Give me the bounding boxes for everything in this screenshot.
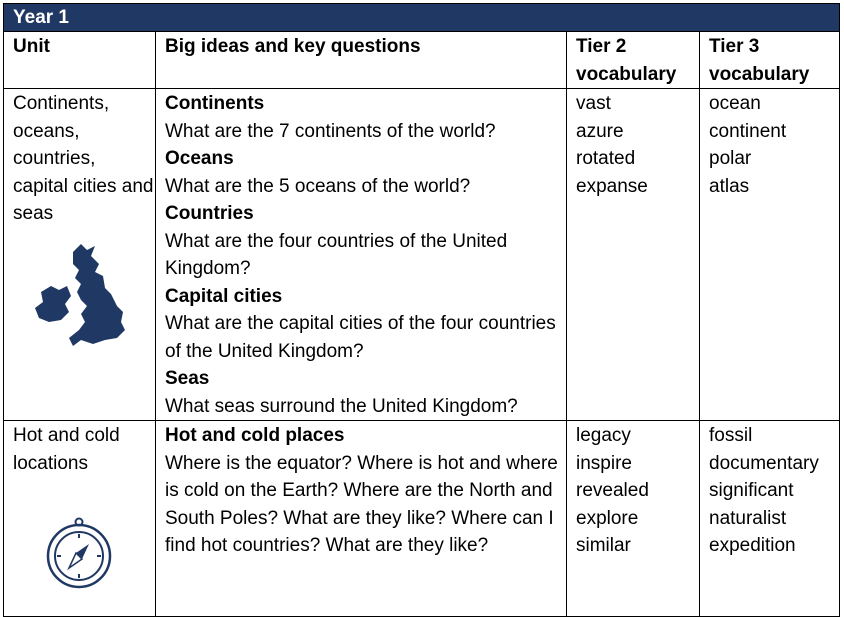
section-heading: Capital cities — [165, 285, 283, 307]
title-row — [4, 4, 840, 32]
unit-cell — [4, 421, 156, 617]
section-question: What are the capital cities of the four countries of the United Kingdom? — [165, 313, 556, 362]
header-ideas: Big ideas and key questions — [156, 32, 567, 89]
tier3-cell — [700, 421, 840, 617]
vocab-word: fossil — [709, 425, 753, 446]
tier3-cell — [700, 89, 840, 421]
vocab-word: expanse — [576, 175, 648, 197]
table-row — [4, 421, 840, 617]
unit-name: Hot and cold locations — [13, 425, 120, 474]
vocab-word: ocean — [709, 93, 761, 114]
section-question: What seas surround the United Kingdom? — [165, 395, 518, 417]
section-heading: Hot and cold places — [165, 425, 345, 446]
ideas-cell — [156, 89, 567, 421]
vocab-word: revealed — [576, 480, 649, 501]
header-unit: Unit — [4, 32, 156, 89]
section-question: Where is the equator? Where is hot and where is cold on the Earth? Where are the North and South Poles? What are they like? Where can I find hot countries? What are they like? — [165, 452, 558, 556]
section-question: What are the 7 continents of the world? — [165, 120, 496, 142]
vocab-word: inspire — [576, 452, 632, 474]
section-heading: Continents — [165, 93, 265, 114]
vocab-word: significant — [709, 480, 794, 501]
table-title: Year 1 — [4, 4, 840, 32]
vocab-word: documentary — [709, 452, 819, 474]
curriculum-table — [3, 3, 840, 617]
vocab-word: expedition — [709, 535, 796, 556]
compass-icon — [45, 516, 113, 590]
vocab-word: atlas — [709, 175, 750, 197]
vocab-word: rotated — [576, 148, 636, 169]
vocab-word: continent — [709, 120, 787, 142]
tier2-cell — [567, 421, 700, 617]
vocab-word: naturalist — [709, 507, 787, 529]
header-tier2: Tier 2 vocabulary — [567, 32, 700, 89]
unit-name: Continents, oceans, countries, capital cities and seas — [13, 93, 154, 224]
tier2-cell — [567, 89, 700, 421]
section-heading: Oceans — [165, 148, 234, 169]
curriculum-page — [3, 3, 839, 617]
vocab-word: azure — [576, 120, 624, 142]
unit-cell — [4, 89, 156, 421]
uk-map-icon — [33, 242, 129, 350]
section-heading: Countries — [165, 203, 254, 224]
vocab-word: explore — [576, 507, 639, 529]
section-question: What are the 5 oceans of the world? — [165, 175, 471, 197]
section-question: What are the four countries of the United Kingdom? — [165, 230, 508, 279]
header-tier3: Tier 3 vocabulary — [700, 32, 840, 89]
ideas-cell — [156, 421, 567, 617]
header-row — [4, 32, 840, 89]
section-heading: Seas — [165, 368, 210, 389]
vocab-word: similar — [576, 535, 631, 556]
vocab-word: polar — [709, 148, 752, 169]
table-row — [4, 89, 840, 421]
vocab-word: vast — [576, 93, 611, 114]
vocab-word: legacy — [576, 425, 631, 446]
